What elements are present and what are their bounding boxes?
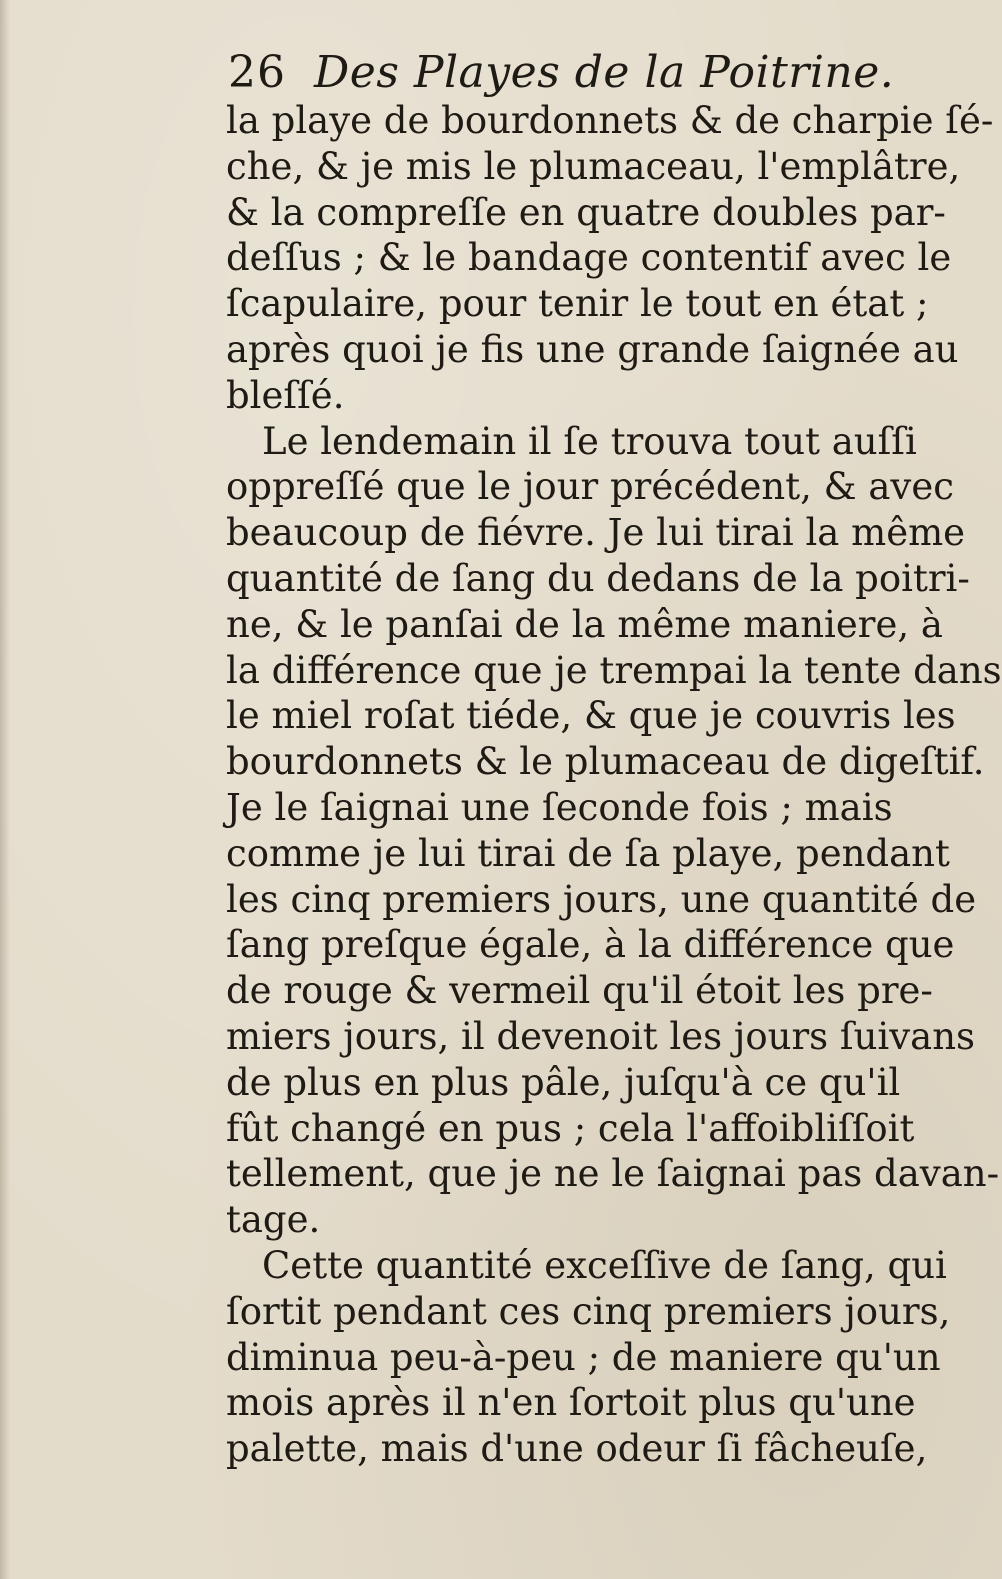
text-line: la playe de bourdonnets & de charpie ſé- xyxy=(226,99,994,142)
running-title: Des Playes de la Poitrine. xyxy=(314,47,895,98)
text-line: ne, & le panſai de la même maniere, à xyxy=(226,602,943,646)
text-line: la différence que je trempai la tente dans xyxy=(226,648,1002,692)
text-line: deſſus ; & le bandage contentif avec le xyxy=(226,236,952,280)
text-line: oppreſſé que le jour précédent, & avec xyxy=(226,465,954,509)
text-line: Cette quantité exceſſive de ſang, qui xyxy=(262,1243,947,1287)
text-line: fût changé en pus ; cela l'affoibliſſoit xyxy=(226,1106,915,1150)
text-line: mois après il n'en ſortoit plus qu'une xyxy=(226,1381,916,1425)
text-line: & la compreſſe en quatre doubles par- xyxy=(226,190,946,234)
text-line: Le lendemain il ſe trouva tout auſſi xyxy=(262,419,917,463)
text-line: palette, mais d'une odeur ſi fâcheuſe, xyxy=(226,1427,928,1471)
text-line: comme je lui tirai de ſa playe, pendant xyxy=(226,831,950,875)
text-line: ſcapulaire, pour tenir le tout en état ; xyxy=(226,282,929,326)
page-number: 26 xyxy=(228,47,286,98)
text-line: ſortit pendant ces cinq premiers jours, xyxy=(226,1289,951,1333)
page-header xyxy=(228,42,895,104)
text-line: tage. xyxy=(226,1198,321,1242)
text-line: tellement, que je ne le ſaignai pas davan- xyxy=(226,1152,1000,1196)
text-line: de rouge & vermeil qu'il étoit les pre- xyxy=(226,969,933,1013)
text-line: miers jours, il devenoit les jours ſuivans xyxy=(226,1014,976,1058)
body-text xyxy=(226,98,1002,1472)
text-line: de plus en plus pâle, juſqu'à ce qu'il xyxy=(226,1060,901,1104)
text-line: diminua peu-à-peu ; de maniere qu'un xyxy=(226,1335,941,1379)
text-line: beaucoup de fiévre. Je lui tirai la même xyxy=(226,511,966,555)
text-line: Je le ſaignai une ſeconde fois ; mais xyxy=(226,785,893,829)
text-line: après quoi je fis une grande ſaignée au xyxy=(226,327,959,371)
text-line: ſang preſque égale, à la différence que xyxy=(226,923,955,967)
page-edge-shadow xyxy=(0,0,10,1579)
text-line: quantité de ſang du dedans de la poitri- xyxy=(226,556,970,600)
text-line: bourdonnets & le plumaceau de digeſtif. xyxy=(226,740,985,784)
text-line: le miel roſat tiéde, & que je couvris les xyxy=(226,694,956,738)
text-line: che, & je mis le plumaceau, l'emplâtre, xyxy=(226,144,961,188)
text-line: les cinq premiers jours, une quantité de xyxy=(226,877,977,921)
text-line: bleſſé. xyxy=(226,373,345,417)
